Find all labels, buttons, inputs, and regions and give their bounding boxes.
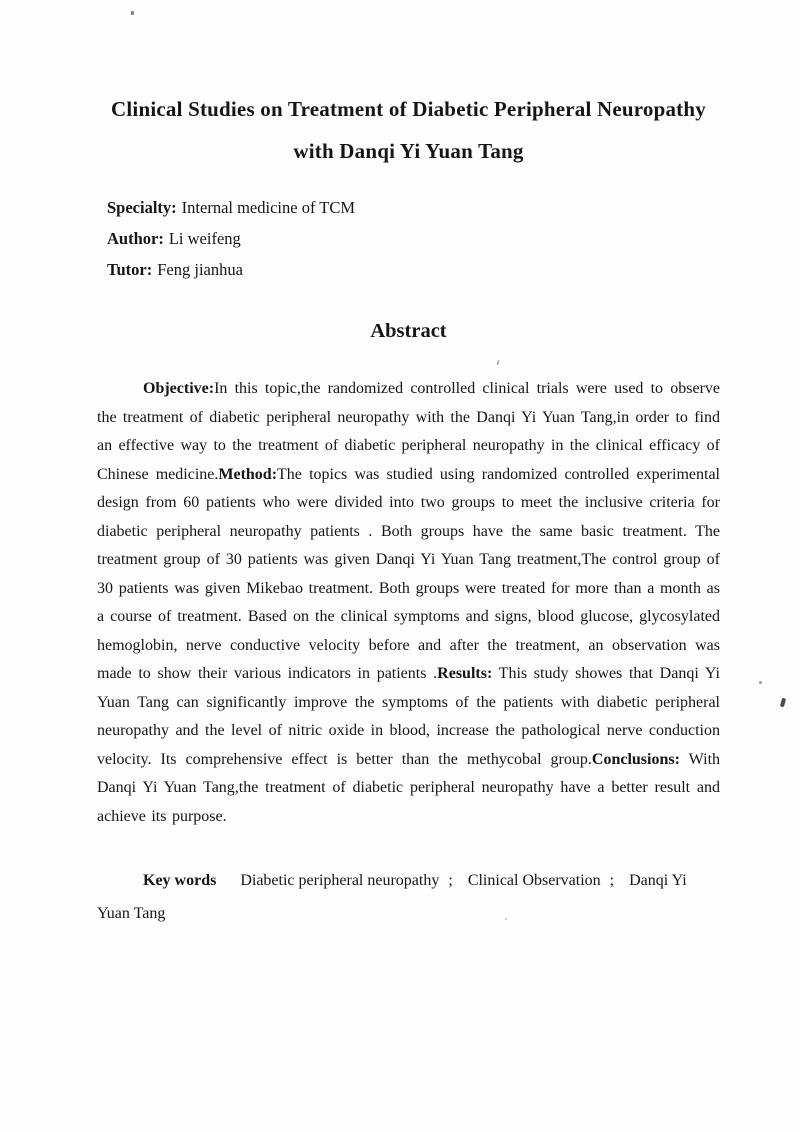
abstract-section-label: Method: [218,465,278,483]
abstract-section-label: Conclusions: [591,750,680,768]
specialty-label: Specialty: [107,198,177,217]
abstract-text: With Danqi Yi Yuan Tang,the treatment of diabetic peripheral neuropathy have a better result and achieve its purpose. [97,750,721,825]
meta-row-specialty [107,192,720,223]
document-title [97,88,720,172]
keyword-item: Diabetic peripheral neuropathy [240,872,440,889]
meta-row-tutor [107,254,720,285]
keyword-separator: ; [448,872,453,889]
keyword-separator: ; [609,872,615,889]
abstract-heading: Abstract [370,320,447,342]
abstract-text: This study showes that Danqi Yi Yuan Tang can significantly improve the symptoms of the patients with diabetic peripheral neuropathy and the level of nitric oxide in blood, increase the pathological nerve conduction velocity. Its comprehensive effect is better than the methycobal group. [97,665,720,768]
author-value: Li weifeng [168,229,241,248]
scan-speck [496,360,499,365]
document-title-line1: Clinical Studies on Treatment of Diabetic Peripheral Neuropathy [111,97,706,121]
meta-block [97,192,720,285]
scan-speck [131,11,134,15]
author-label: Author: [107,229,164,248]
scan-speck [780,698,786,708]
tutor-value: Feng jianhua [157,260,243,279]
abstract-section-label: Results: [437,665,493,682]
meta-row-author [107,223,720,254]
scan-speck [505,918,507,920]
keyword-item: Clinical Observation [467,872,601,889]
abstract-section-label: Objective: [143,380,215,397]
abstract-text: In this topic,the randomized controlled clinical trials were used to observe the treatment of diabetic peripheral neuropathy with the Danqi Yi Yuan Tang,in order to find an effective way to the treatment of diabetic peripheral neuropathy in the clinical efficacy of Chinese medicine. [97,380,720,483]
scan-speck [759,681,762,684]
abstract-paragraph [97,375,720,831]
document-title-line2: with Danqi Yi Yuan Tang [293,139,524,163]
keyword-item: Danqi Yi Yuan Tang [97,872,687,922]
keywords-line [97,864,720,930]
abstract-text: The topics was studied using randomized controlled experimental design from 60 patients who were divided into two groups to meet the inclusive criteria for diabetic peripheral neuropathy patients . Both groups have the same basic treatment. The treatment group of 30 patients was given Danqi Yi Yuan Tang treatment,The control group of 30 patients was given Mikebao treatment. Both groups were treated for more than a month as a course of treatment. Based on the clinical symptoms and signs, blood glucose, glycosylated hemoglobin, nerve conductive velocity before and after the treatment, an observation was made to show their various indicators in patients . [97,465,720,682]
specialty-value: Internal medicine of TCM [181,198,356,217]
keywords-label: Key words [143,872,217,889]
tutor-label: Tutor: [107,260,153,279]
